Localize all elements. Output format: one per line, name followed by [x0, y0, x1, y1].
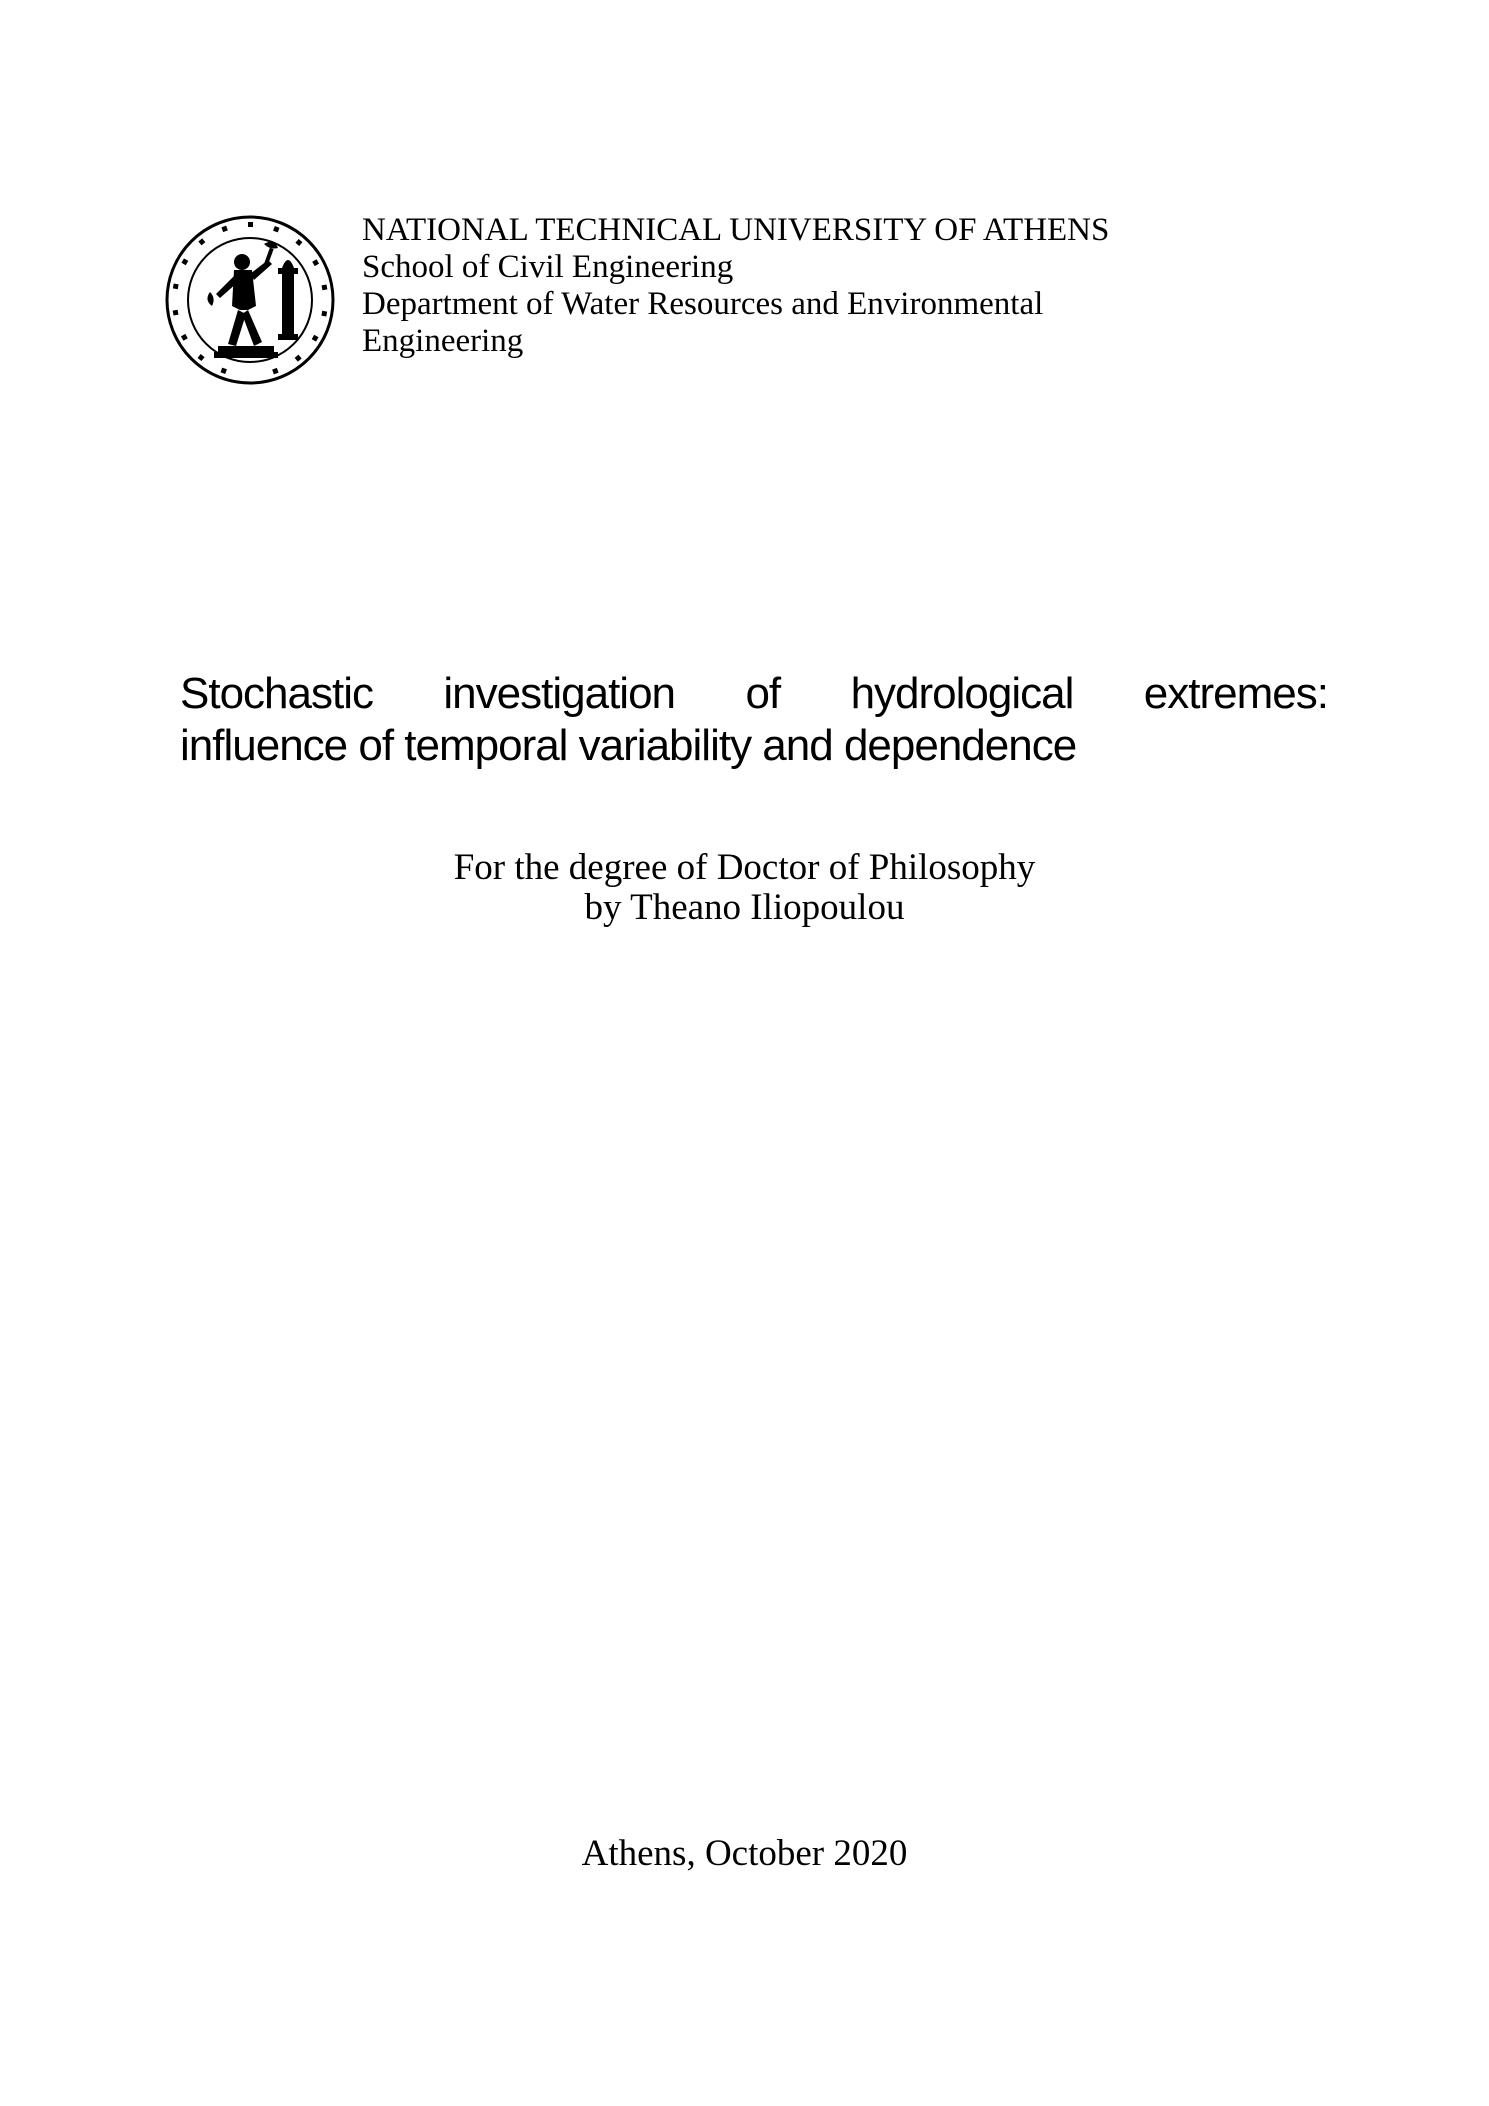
thesis-title: [180, 668, 1328, 772]
thesis-title-line2: influence of temporal variability and dependence: [180, 721, 1077, 770]
department-name-line1: Department of Water Resources and Environmental: [362, 286, 1044, 322]
institution-header: [164, 212, 1109, 386]
place-date: Athens, October 2020: [581, 1833, 908, 1874]
university-name: NATIONAL TECHNICAL UNIVERSITY OF ATHENS: [362, 212, 1110, 248]
title-word: hydrological: [850, 669, 1074, 718]
ntua-seal-icon: [164, 214, 336, 386]
department-name-line2: Engineering: [362, 323, 524, 359]
degree-line: For the degree of Doctor of Philosophy: [453, 847, 1036, 888]
school-name: School of Civil Engineering: [362, 249, 734, 285]
institution-text: [362, 212, 1109, 360]
thesis-title-line1: [180, 668, 1328, 720]
title-word: of: [745, 669, 781, 718]
degree-block: [0, 848, 1489, 928]
title-word: investigation: [443, 669, 676, 718]
author-line: by Theano Iliopoulou: [584, 887, 905, 928]
title-word: Stochastic: [180, 669, 373, 718]
title-word: extremes:: [1143, 669, 1328, 718]
